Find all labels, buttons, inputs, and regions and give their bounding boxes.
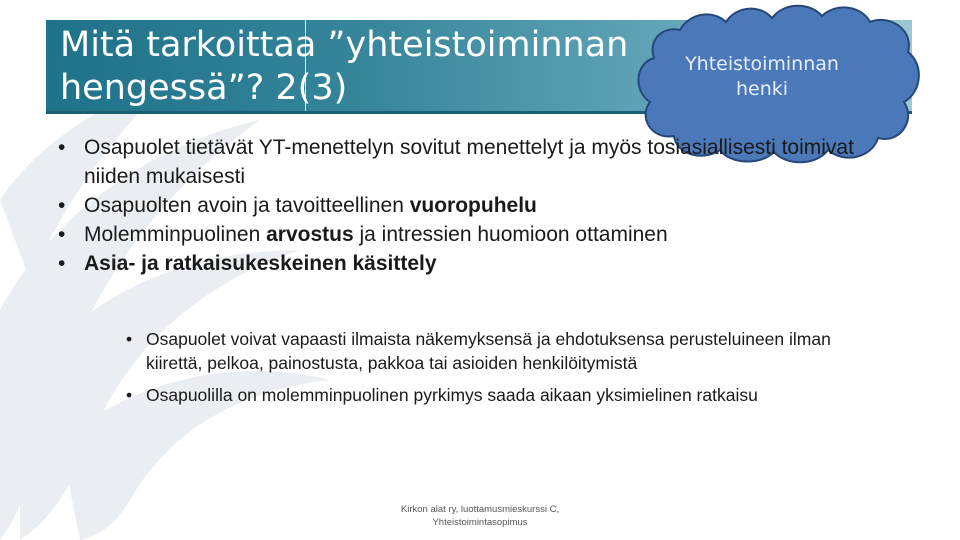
cloud-label-line-2: henki bbox=[735, 78, 789, 100]
sub-bullet-text: Osapuolet voivat vapaasti ilmaista näkemyksensä ja ehdotuksensa perusteluineen ilman kiirettä, pelkoa, painostusta, pakkoa tai asioiden henkilöitymistä bbox=[146, 329, 831, 373]
sub-bullet-text: Osapuolilla on molemminpuolinen pyrkimys saada aikaan yksimielinen ratkaisu bbox=[146, 385, 758, 405]
bullet-dot-icon: • bbox=[58, 194, 66, 217]
bullet-dot-icon: • bbox=[126, 385, 133, 405]
bullet-item bbox=[58, 249, 878, 278]
cloud-label-line-1: Yhteistoiminnan bbox=[685, 53, 839, 75]
bullet-dot-icon: • bbox=[58, 223, 66, 246]
bullet-dot-icon: • bbox=[58, 252, 66, 275]
slide-title bbox=[60, 24, 700, 110]
footer-line-2: Yhteistoimintasopimus bbox=[432, 517, 528, 528]
bullet-text: Molemminpuolinen bbox=[84, 223, 267, 246]
footer-line-1: Kirkon alat ry, luottamusmieskurssi C, bbox=[400, 504, 560, 515]
bullet-item bbox=[58, 133, 878, 191]
main-bullet-list bbox=[58, 133, 878, 278]
bullet-text: Osapuolten avoin ja tavoitteellinen bbox=[84, 194, 410, 217]
cloud-label bbox=[652, 52, 872, 102]
bullet-text: Osapuolet tietävät YT-menettelyn sovitut menettelyt ja myös tosiasiallisesti toimivat niiden mukaisesti bbox=[84, 136, 854, 188]
title-line-1: Mitä tarkoittaa ”yhteistoiminnan bbox=[60, 25, 629, 65]
bullet-item bbox=[58, 220, 878, 249]
slide-footer bbox=[370, 503, 590, 529]
bullet-bold-text: arvostus bbox=[266, 223, 354, 246]
bullet-dot-icon: • bbox=[58, 136, 66, 159]
bullet-item bbox=[58, 191, 878, 220]
bullet-dot-icon: • bbox=[126, 329, 133, 349]
sub-bullet-item bbox=[126, 327, 866, 375]
sub-bullet-list bbox=[126, 327, 866, 415]
bullet-bold-text: Asia- ja ratkaisukeskeinen käsittely bbox=[84, 252, 437, 275]
bullet-text: ja intressien huomioon ottaminen bbox=[353, 223, 668, 246]
title-line-2: hengessä”? 2(3) bbox=[60, 68, 348, 108]
bullet-bold-text: vuoropuhelu bbox=[409, 194, 537, 217]
sub-bullet-item bbox=[126, 383, 866, 407]
